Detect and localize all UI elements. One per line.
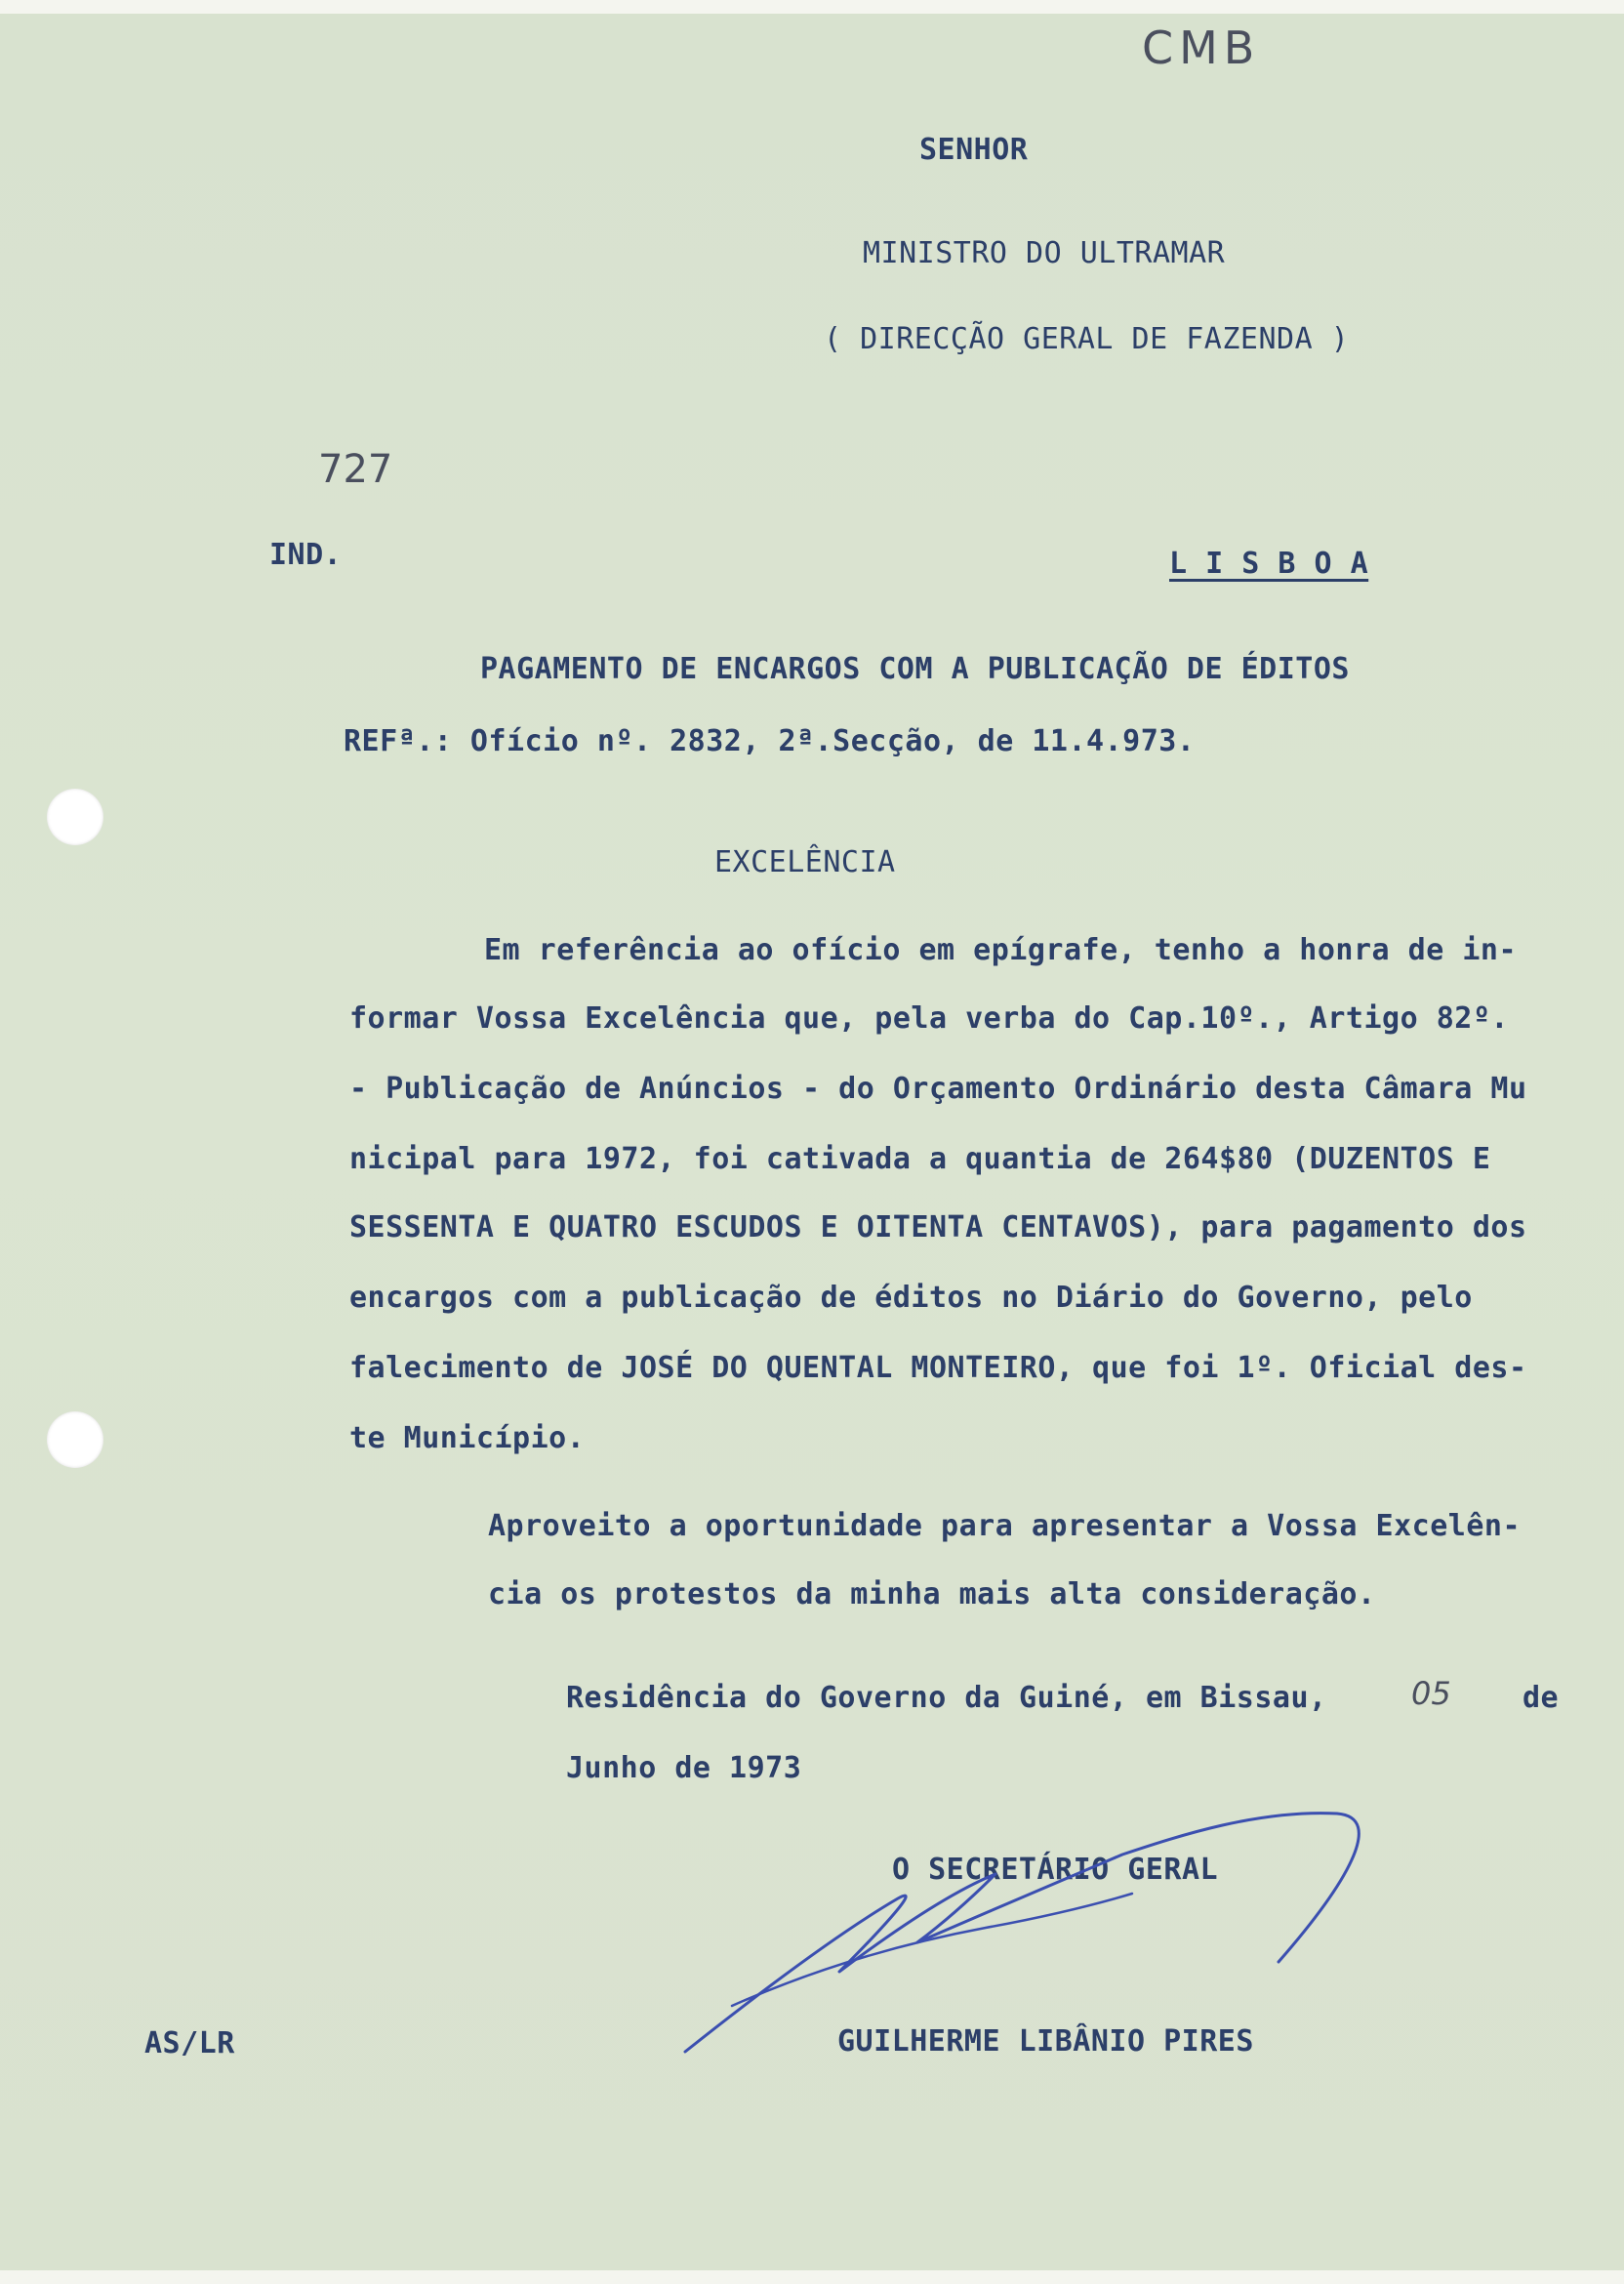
header-line-1: SENHOR	[919, 133, 1029, 167]
reference-code: IND.	[269, 538, 343, 572]
place-date-line-1: Residência do Governo da Guiné, em Bissau,	[566, 1681, 1327, 1715]
header-line-3: ( DIRECÇÃO GERAL DE FAZENDA )	[824, 322, 1350, 356]
destination: L I S B O A	[1169, 547, 1369, 581]
reference-line: REFª.: Ofício nº. 2832, 2ª.Secção, de 11.4.973.	[344, 724, 1196, 758]
paragraph-1-line: encargos com a publicação de éditos no Diário do Governo, pelo	[349, 1281, 1473, 1315]
salutation: EXCELÊNCIA	[714, 845, 896, 879]
footer-initials: AS/LR	[144, 2026, 235, 2060]
handwritten-number: 727	[318, 447, 393, 492]
paragraph-1-line: formar Vossa Excelência que, pela verba do Cap.10º., Artigo 82º.	[349, 1001, 1509, 1036]
handwritten-day: 05	[1411, 1675, 1451, 1712]
paragraph-1-line: SESSENTA E QUATRO ESCUDOS E OITENTA CENTAVOS), para pagamento dos	[349, 1210, 1527, 1244]
paper-top-edge	[0, 0, 1624, 14]
punch-hole-upper	[47, 789, 103, 845]
paragraph-1-line: Em referência ao ofício em epígrafe, tenho a honra de in-	[484, 933, 1518, 967]
paragraph-1-line: te Município.	[349, 1421, 586, 1455]
punch-hole-lower	[47, 1411, 103, 1468]
paragraph-2-line: cia os protestos da minha mais alta consideração.	[488, 1577, 1376, 1611]
paragraph-1-line: - Publicação de Anúncios - do Orçamento Ordinário desta Câmara Mu	[349, 1072, 1527, 1106]
paper-bottom-edge	[0, 2270, 1624, 2284]
corner-initials: CMB	[1142, 21, 1261, 74]
paragraph-1-line: nicipal para 1972, foi cativada a quantia de 264$80 (DUZENTOS E	[349, 1142, 1491, 1176]
paragraph-2-line: Aproveito a oportunidade para apresentar a Vossa Excelên-	[488, 1509, 1522, 1543]
signatory-title: O SECRETÁRIO GERAL	[892, 1853, 1219, 1887]
place-date-line-2: Junho de 1973	[566, 1751, 802, 1785]
subject-line: PAGAMENTO DE ENCARGOS COM A PUBLICAÇÃO DE ÉDITOS	[480, 652, 1350, 686]
paragraph-1-line: falecimento de JOSÉ DO QUENTAL MONTEIRO, que foi 1º. Oficial des-	[349, 1351, 1527, 1385]
signatory-name: GUILHERME LIBÂNIO PIRES	[837, 2024, 1254, 2059]
header-line-2: MINISTRO DO ULTRAMAR	[863, 236, 1226, 270]
place-date-de: de	[1522, 1681, 1560, 1715]
